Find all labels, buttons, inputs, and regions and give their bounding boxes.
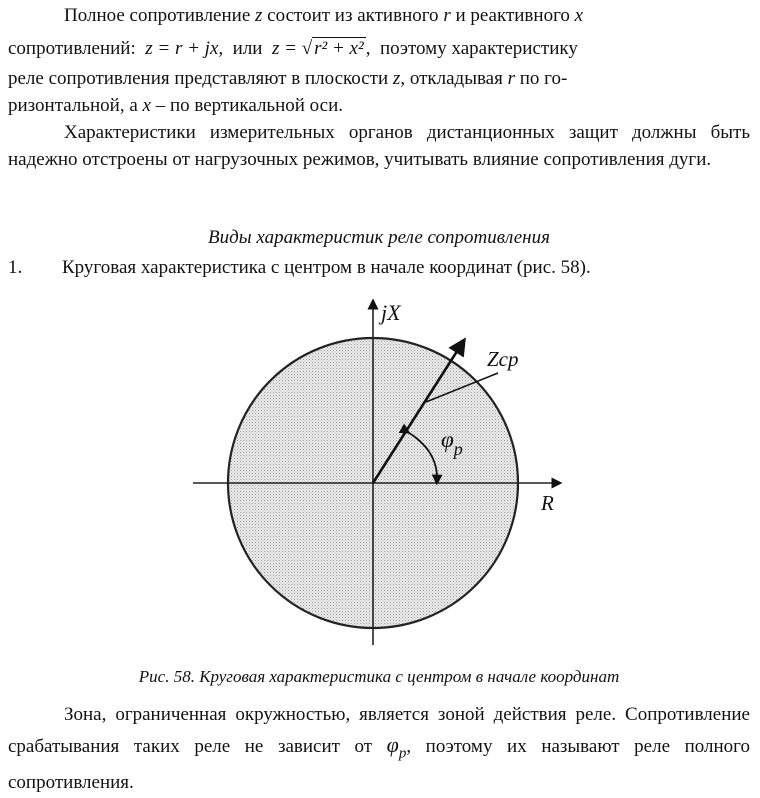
y-axis-label: jX	[381, 300, 401, 325]
math-x: x	[574, 5, 584, 26]
formula-z-sum: z = r + jx,	[145, 38, 224, 59]
figure-circular-characteristic	[0, 290, 760, 655]
math-r: r	[507, 68, 516, 89]
text-span: и реактивного	[455, 5, 570, 26]
math-z: z	[255, 5, 263, 26]
text-span: называют реле полного сопротивления.	[8, 736, 751, 794]
formula-radicand: r² + x²	[314, 38, 364, 59]
text-span: – по вертикальной оси.	[155, 95, 344, 116]
x-axis-label: R	[541, 491, 554, 515]
phi-symbol: φ	[386, 732, 399, 757]
text-span: Полное сопротивление	[64, 5, 251, 26]
text-span: Зона, ограниченная окружностью, является зоной действия реле. Сопротивление срабатывания таких реле не зависит от	[8, 704, 750, 757]
text-span: реле сопротивления представляют в плоскости	[8, 68, 389, 89]
text-span: , откладывая	[400, 68, 503, 89]
text-span: , поэтому их	[406, 736, 527, 757]
list-item-text: Круговая характеристика с центром в начале координат (рис. 58).	[62, 257, 591, 278]
paragraph-impedance	[8, 3, 750, 30]
text-span: по го-	[519, 68, 568, 89]
math-r: r	[443, 5, 451, 26]
paragraph-impedance-line2	[8, 36, 750, 63]
text-span: ,	[365, 38, 371, 59]
sqrt-symbol: √ r² + x²	[301, 38, 364, 59]
figure-caption: Рис. 58. Круговая характеристика с центром в начале координат	[138, 667, 620, 686]
phi-subscript: р	[398, 745, 407, 762]
text-span: состоит из активного	[267, 5, 439, 26]
paragraph-impedance-line3	[8, 66, 750, 93]
angle-subscript: р	[453, 439, 463, 459]
paragraph-characteristics: Характеристики измерительных органов дистанционных защит должны быть надежно отстроены от нагрузочных режимов, учитывать влияние сопротивления дуги.	[8, 122, 750, 170]
formula-z-modulus-lhs: z =	[271, 38, 297, 59]
paragraph-impedance-line4	[8, 93, 750, 120]
text-span: ризонтальной, а	[8, 95, 138, 116]
math-phi	[386, 732, 407, 762]
text-span: сопротивлений:	[8, 38, 136, 59]
section-title: Виды характеристик реле сопротивления	[208, 227, 550, 248]
text-span: или	[232, 38, 263, 59]
math-z: z	[392, 68, 401, 89]
list-item-circular	[8, 255, 750, 282]
paragraph-zone	[8, 700, 750, 798]
text-span: поэтому характеристику	[379, 38, 578, 59]
vector-label: Zср	[487, 347, 519, 371]
list-number: 1.	[8, 257, 23, 278]
angle-symbol: φ	[441, 427, 454, 452]
math-x: x	[142, 95, 151, 116]
